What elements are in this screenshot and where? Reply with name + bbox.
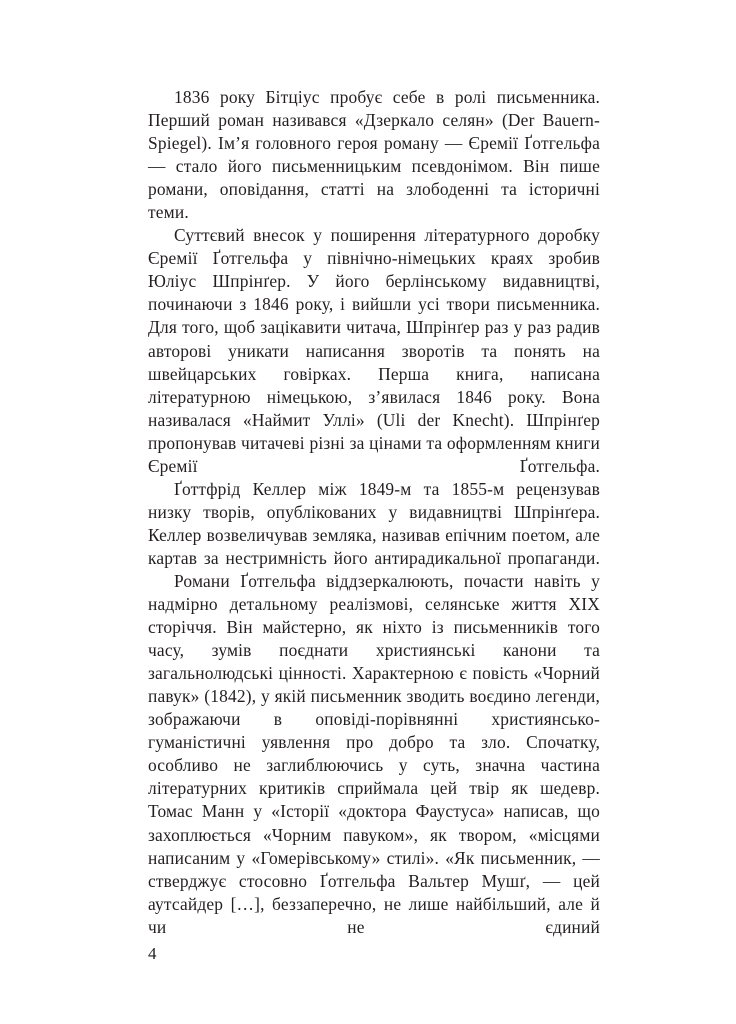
page-number: 4 xyxy=(148,944,157,963)
paragraph-2: Суттєвий внесок у поширення літературного доробку Єремії Ґотгельфа у північно-німецьких краях зробив Юліус Шпрінґер. У його берлінському видавництві, починаючи з 1846 року, і вийшли усі твори письменника. Для того, щоб зацікавити читача, Шпрінґер раз у раз радив авторові уникати написання зворотів та понять на швейцарських говірках. Перша книга, написана літературною німецькою, з’явилася 1846 року. Вона називалася «Наймит Уллі» (Uli der Knecht). Шпрінґер пропонував читачеві різні за цінами та оформленням книги Єремії Ґотгельфа. xyxy=(148,225,600,476)
paragraph-3: Ґоттфрід Келлер між 1849-м та 1855-м рецензував низку творів, опублікованих у видавництві Шпрінґера. Келлер возвеличував земляка, називав епічним поетом, але картав за нестримність його антирадикальної пропаганди. xyxy=(148,478,600,568)
body-text-column xyxy=(148,86,600,939)
paragraph-1: 1836 року Бітціус пробує себе в ролі письменника. Перший роман називався «Дзеркало селян» (Der Bauern-Spiegel). Ім’я головного героя роману — Єремії Ґотгельфа — стало його письменницьким псевдонімом. Він пише романи, оповідання, статті на злободенні та історичні теми. xyxy=(148,87,600,223)
paragraph-4: Романи Ґотгельфа віддзеркалюють, почасти навіть у надмірно детальному реалізмові, селянське життя XIX сторіччя. Він майстерно, як ніхто із письменників того часу, зумів поєднати християнські канони та загальнолюдські цінності. Характерною є повість «Чорний павук» (1842), у якій письменник зводить воєдино легенди, зображаючи в оповіді-порівнянні християнсько-гуманістичні уявлення про добро та зло. Спочатку, особливо не заглиблюючись у суть, значна частина літературних критиків сприймала цей твір як шедевр. Томас Манн у «Історії «доктора Фаустуса» написав, що захоплюється «Чорним павуком», як твором, «місцями написаним у «Гомерівському» стилі». «Як письменник, — стверджує стосовно Ґотгельфа Вальтер Мушґ, — цей аутсайдер […], беззаперечно, не лише найбільший, але й чи не єдиний xyxy=(148,570,600,937)
